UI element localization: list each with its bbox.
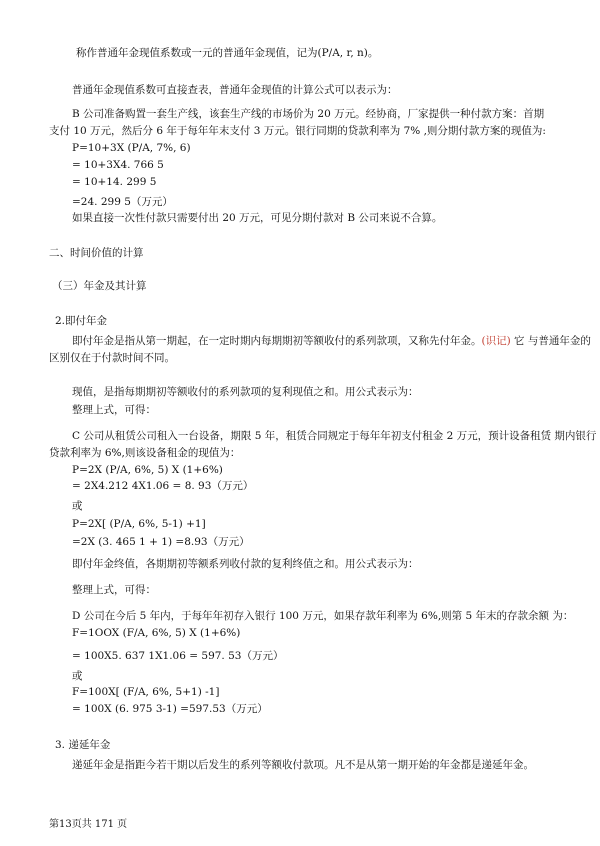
text-line: 或 xyxy=(72,500,83,512)
text-span: 即付年金是指从第一期起，在一定时期内每期期初等额收付的系列款项，又称先付年金。 xyxy=(72,335,482,347)
text-line xyxy=(72,335,591,348)
section-heading: 二、时间价值的计算 xyxy=(49,247,144,259)
text-line: B 公司准备购置一套生产线，该套生产线的市场价为 20 万元。经协商，厂家提供一种付款方案：首期 xyxy=(72,108,545,120)
page-footer: 第13页共 171 页 xyxy=(49,819,128,830)
formula-line: = 10+14. 299 5 xyxy=(72,176,157,188)
subsection-heading: （三）年金及其计算 xyxy=(52,280,147,292)
formula-line: =24. 299 5（万元） xyxy=(72,196,173,208)
text-span: 它 与普通年金的 xyxy=(510,335,591,347)
text-line: 普通年金现值系数可直接查表，普通年金现值的计算公式可以表示为： xyxy=(72,84,398,96)
text-line: 区别仅在于付款时间不同。 xyxy=(49,352,175,364)
text-line: D 公司在今后 5 年内，于每年年初存入银行 100 万元，如果存款年利率为 6%,则第 5 年末的存款余额 为： xyxy=(72,610,574,622)
formula-line: = 10+3X4. 766 5 xyxy=(72,159,164,171)
formula-line: P=2X[ (P/A, 6%, 5-1) +1] xyxy=(72,518,206,530)
formula-line: P=2X (P/A, 6%, 5) X (1+6%) xyxy=(72,464,223,476)
formula-line: = 2X4.212 4X1.06 = 8. 93（万元） xyxy=(72,480,254,492)
text-line: 贷款利率为 6%,则该设备租金的现值为： xyxy=(49,447,241,459)
text-line: 现值，是指每期期初等额收付的系列款项的复利现值之和。用公式表示为： xyxy=(72,386,419,398)
text-line: 称作普通年金现值系数或一元的普通年金现值，记为(P/A, r, n)。 xyxy=(76,47,379,59)
formula-line: F=100X[ (F/A, 6%, 5+1) -1] xyxy=(72,686,220,698)
text-line: 即付年金终值，各期期初等额系列收付款的复利终值之和。用公式表示为： xyxy=(72,558,419,570)
subsection-heading: 2.即付年金 xyxy=(55,315,108,327)
formula-line: F=1OOX (F/A, 6%, 5) X (1+6%) xyxy=(72,627,241,639)
text-line: 如果直接一次性付款只需要付出 20 万元，可见分期付款对 B 公司来说不合算。 xyxy=(72,212,443,224)
text-line: 支付 10 万元，然后分 6 年于每年年末支付 3 万元。银行同期的贷款利率为 7% ,则分期付款方案的现值为: xyxy=(49,125,546,137)
memorize-tag: (识记) xyxy=(481,335,511,347)
text-line: 整理上式，可得： xyxy=(72,584,156,596)
text-line: C 公司从租赁公司租入一台设备，期限 5 年，租赁合同规定于每年年初支付租金 2 万元，预计设备租赁 期内银行 xyxy=(72,430,597,442)
subsection-heading: 3. 递延年金 xyxy=(55,739,111,751)
formula-line: = 100X (6. 975 3-1) =597.53（万元） xyxy=(72,703,268,715)
text-line: 递延年金是指距今若干期以后发生的系列等额收付款项。凡不是从第一期开始的年金都是递延年金。 xyxy=(72,759,534,771)
formula-line: =2X (3. 465 1 + 1) =8.93（万元） xyxy=(72,536,250,548)
text-line: 或 xyxy=(72,670,83,682)
formula-line: = 100X5. 637 1X1.06 = 597. 53（万元） xyxy=(72,650,284,662)
formula-line: P=10+3X (P/A, 7%, 6) xyxy=(72,142,191,154)
text-line: 整理上式，可得： xyxy=(72,404,156,416)
